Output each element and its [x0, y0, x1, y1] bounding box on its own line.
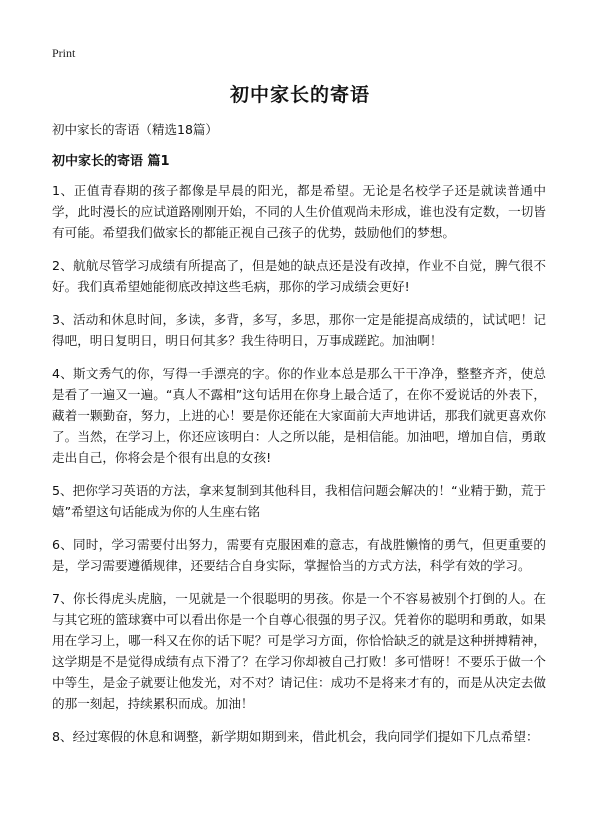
section-heading: 初中家长的寄语 篇1	[52, 154, 170, 169]
paragraph-3: 3、活动和休息时间，多读，多背，多写，多思，那你一定是能提高成绩的，试试吧！记得吧，明日复明日，明日何其多？我生待明日，万事成蹉跎。加油啊！	[52, 312, 546, 348]
paragraph-6: 6、同时，学习需要付出努力，需要有克服困难的意志，有战胜懒惰的勇气，但更重要的是，学习需要遵循规律，还要结合自身实际，掌握恰当的方式方法，科学有效的学习。	[52, 537, 546, 573]
document-subtitle: 初中家长的寄语（精选18篇）	[52, 122, 218, 137]
paragraph-1: 1、正值青春期的孩子都像是早晨的阳光，都是希望。无论是名校学子还是就读普通中学，此时漫长的应试道路刚刚开始，不同的人生价值观尚未形成，谁也没有定数，一切皆有可能。希望我们做家长的都能正视自己孩子的优势，鼓励他们的梦想。	[52, 183, 546, 240]
paragraph-2: 2、航航尽管学习成绩有所提高了，但是她的缺点还是没有改掉，作业不自觉，脾气很不好。我们真希望她能彻底改掉这些毛病，那你的学习成绩会更好!	[52, 258, 546, 294]
paragraph-5: 5、把你学习英语的方法，拿来复制到其他科目，我相信问题会解决的！“业精于勤，荒于嬉”希望这句话能成为你的人生座右铭	[52, 483, 546, 519]
paragraph-7: 7、你长得虎头虎脑，一见就是一个很聪明的男孩。你是一个不容易被别个打倒的人。在与其它班的篮球赛中可以看出你是一个自尊心很强的男子汉。凭着你的聪明和勇敢，如果用在学习上，哪一科又在你的话下呢？可是学习方面，你恰恰缺乏的就是这种拼搏精神，这学期是不是觉得成绩有点下滑了？在学习你却被自己打败！多可惜呀！不要乐于做一个中等生，是金子就要让他发光，对不对？请记住：成功不是将来才有的，而是从决定去做的那一刻起，持续累积而成。加油！	[52, 591, 546, 711]
print-link[interactable]: Print	[52, 46, 76, 60]
article-body	[52, 180, 546, 759]
paragraph-4: 4、斯文秀气的你，写得一手漂亮的字。你的作业本总是那么干干净净，整整齐齐，使总是看了一遍又一遍。“真人不露相”这句话用在你身上最合适了，在你不爱说话的外表下，藏着一颗勤奋，努力，上进的心！要是你还能在大家面前大声地讲话，那我们就更喜欢你了。当然，在学习上，你还应该明白：人之所以能，是相信能。加油吧，增加自信，勇敢走出自己，你将会是个很有出息的女孩!	[52, 366, 546, 465]
page-title: 初中家长的寄语	[229, 84, 370, 106]
paragraph-8: 8、经过寒假的休息和调整，新学期如期到来，借此机会，我向同学们提如下几点希望：	[52, 729, 539, 744]
